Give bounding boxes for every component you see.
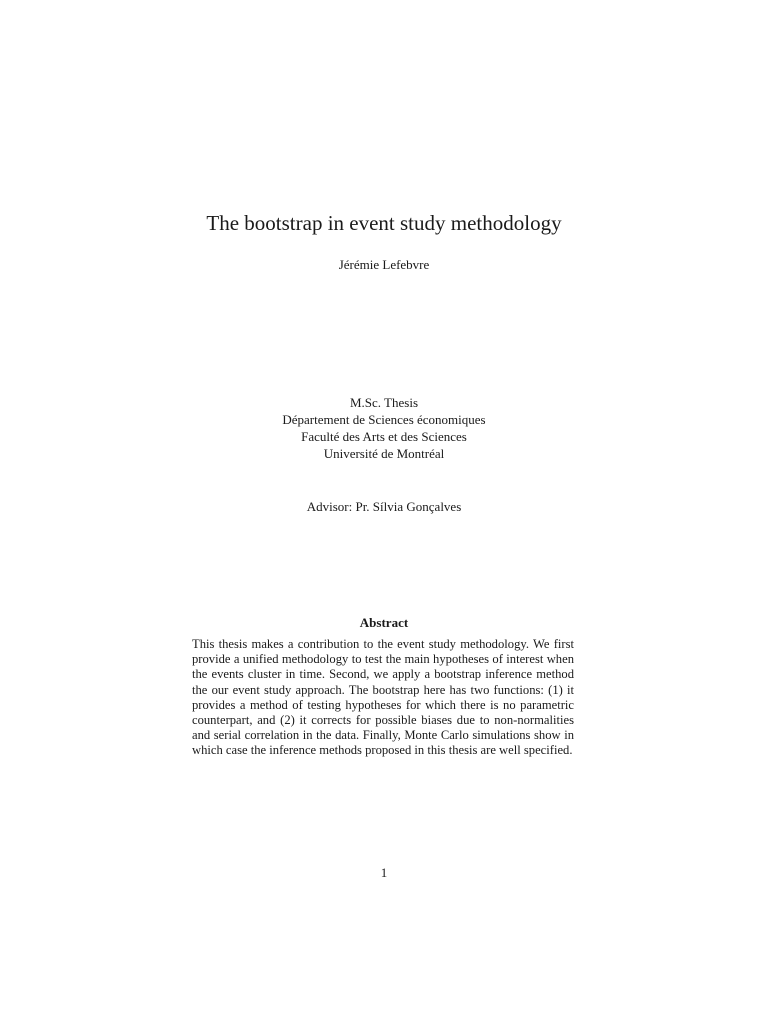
- author-name: Jérémie Lefebvre: [338, 257, 430, 272]
- university-line: Université de Montréal: [323, 446, 445, 461]
- degree-line: M.Sc. Thesis: [349, 395, 418, 410]
- document-title: The bootstrap in event study methodology: [206, 211, 562, 235]
- department-line: Département de Sciences économiques: [282, 412, 486, 427]
- page-number: 1: [380, 865, 388, 880]
- faculty-line: Faculté des Arts et des Sciences: [301, 429, 467, 444]
- abstract-text: This thesis makes a contribution to the event study methodology. We first provide a unified methodology to test the main hypotheses of interest when the events cluster in time. Second, we apply a bootstrap inference method the our event study approach. The bootstrap here has two functions: (1) it provides a method of testing hypotheses for which there is no parametric counterpart, and (2) it corrects for possible biases due to non-normalities and serial correlation in the data. Finally, Monte Carlo simulations show in which case the inference methods proposed in this thesis are well specified.: [192, 637, 574, 758]
- affiliation-block: [0, 394, 768, 462]
- abstract-heading: Abstract: [359, 615, 409, 630]
- advisor-line: Advisor: Pr. Sílvia Gonçalves: [306, 499, 462, 514]
